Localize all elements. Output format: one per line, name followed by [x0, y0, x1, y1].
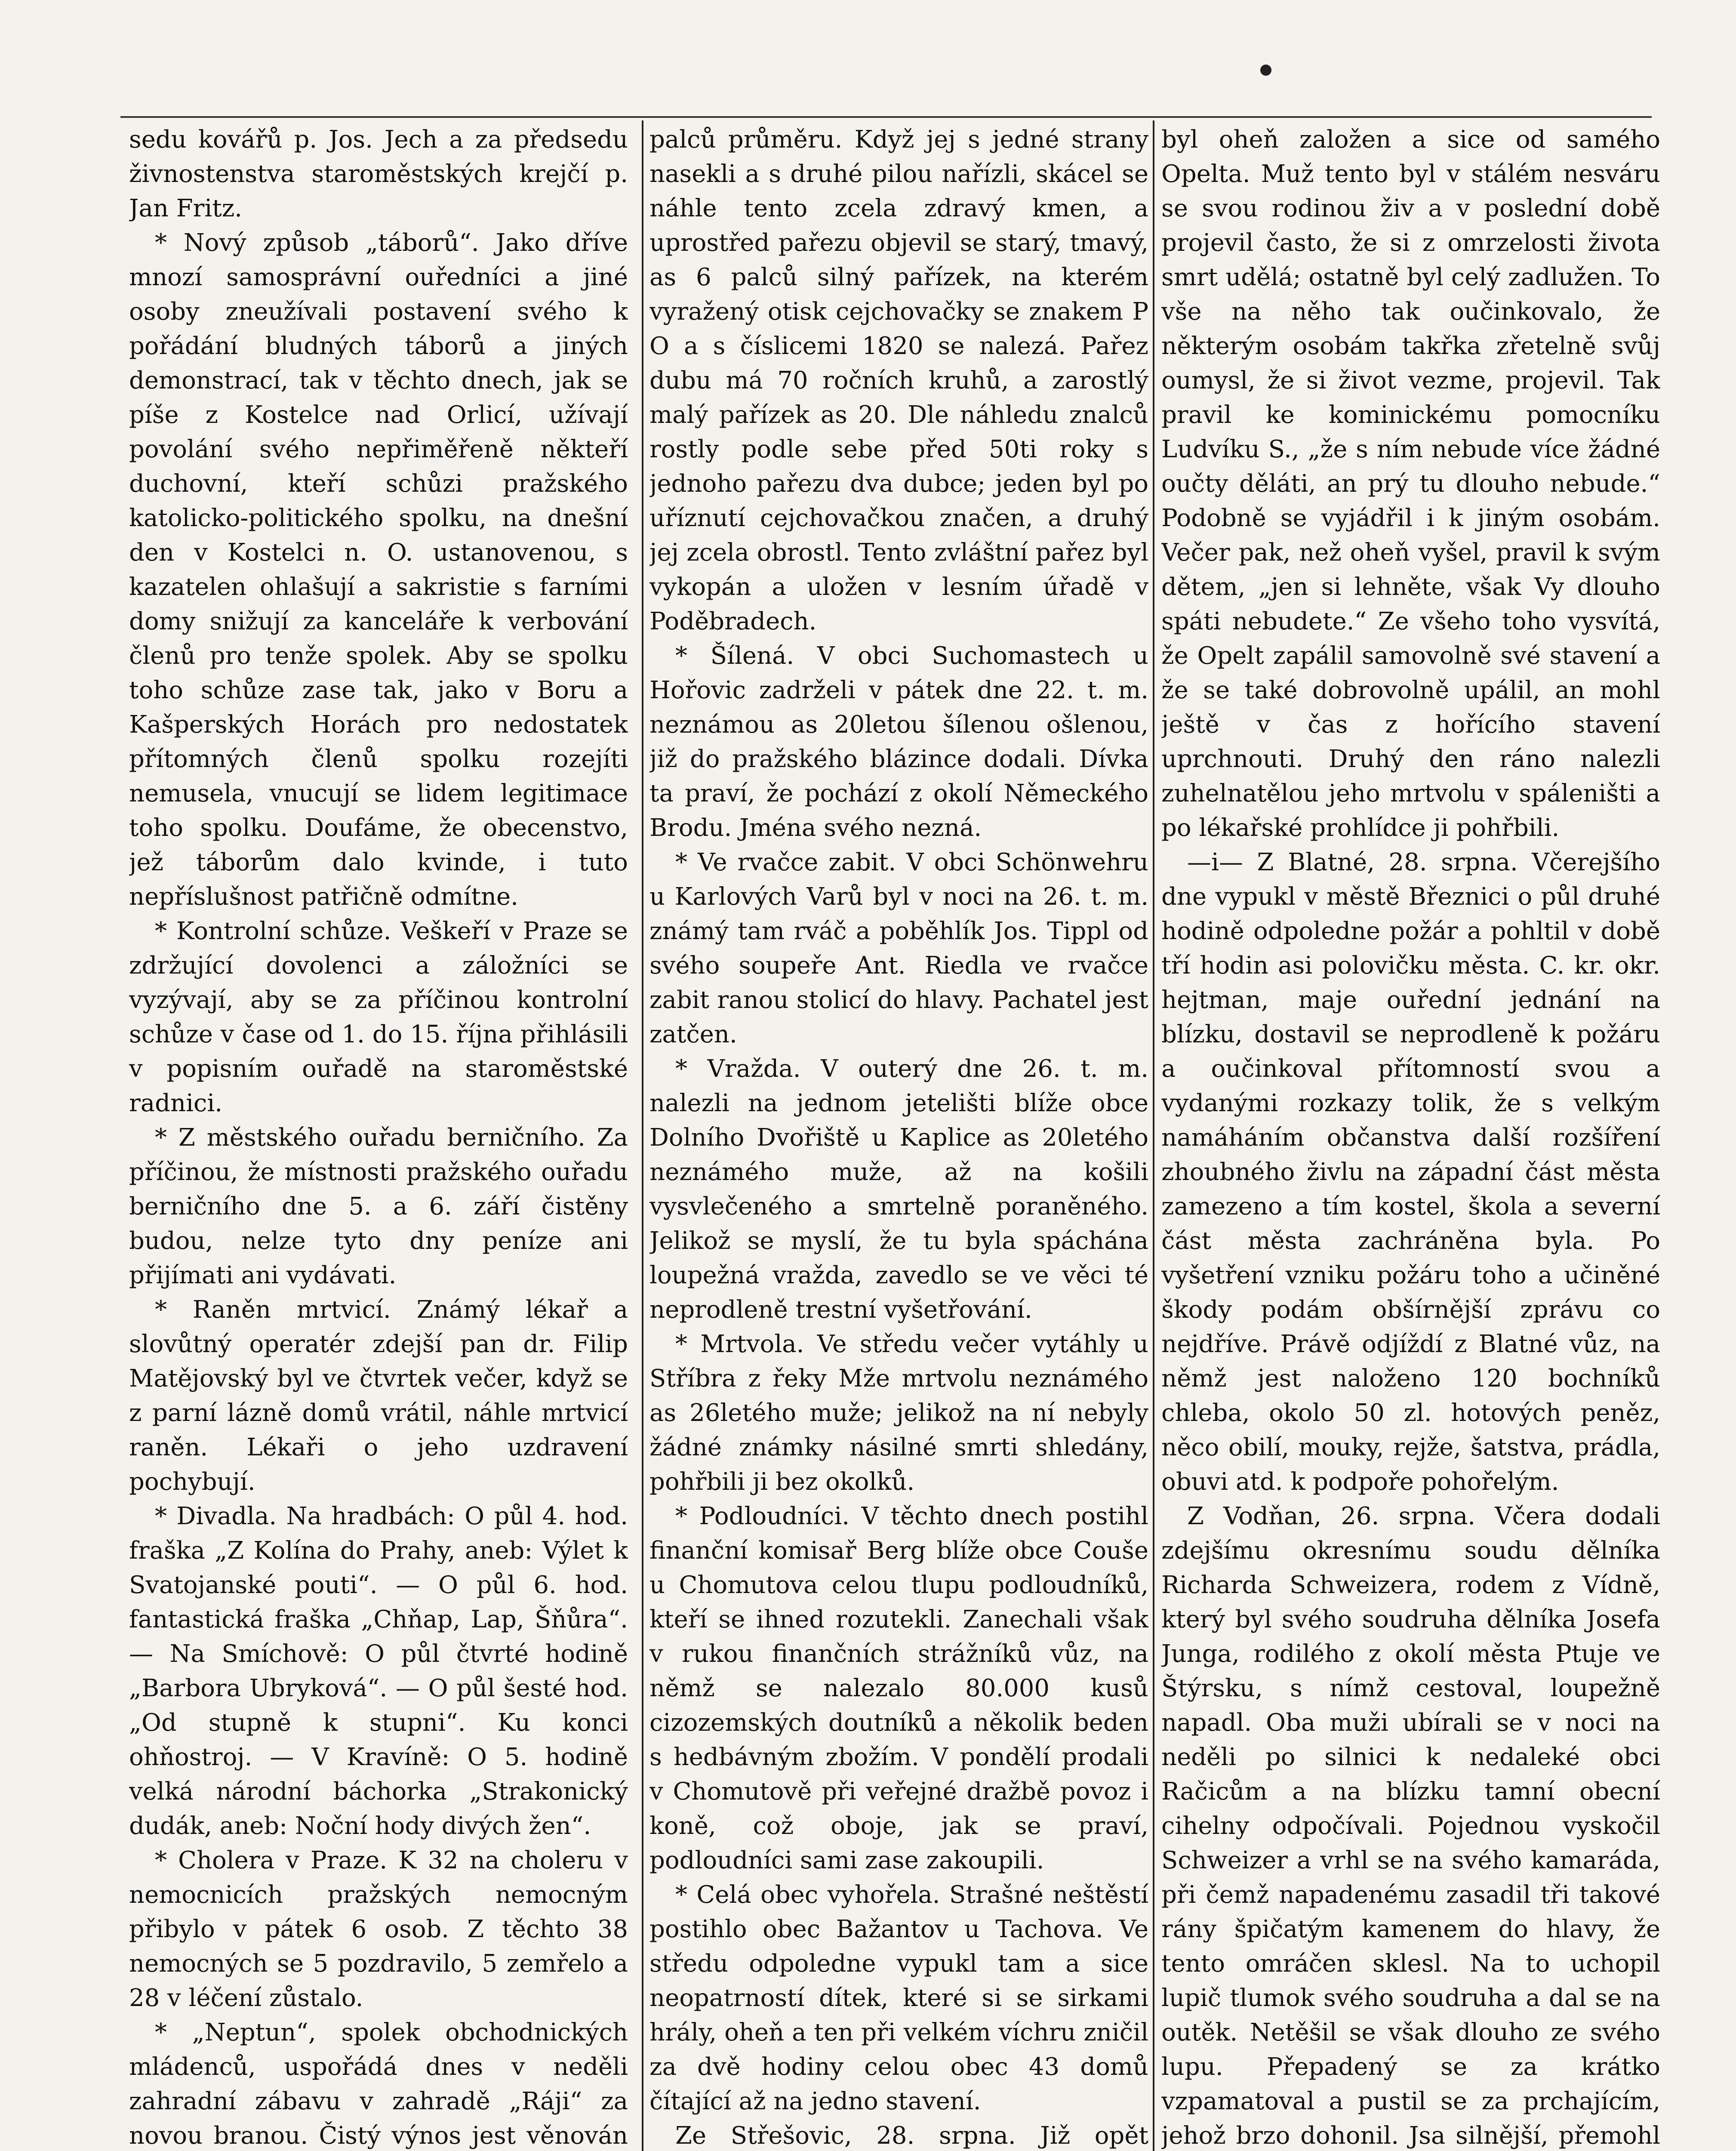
article: * Cholera v Praze. K 32 na choleru v nemocnicích pražských nemocným přibylo v pátek 6 osob. Z těchto 38 nemocných se 5 pozdravilo, 5 zemřelo a 28 v léčení zůstalo.	[129, 1846, 628, 2012]
article: * Podloudníci. V těchto dnech postihl finanční komisař Berg blíže obce Couše u Chomutova celou tlupu podloudníků, kteří se ihned rozutekli. Zanechali však v rukou finančních strážníků vůz, na němž se nalezalo 80.000 kusů cizozemských doutníků a několik beden s hedbávným zbožím. V pondělí prodali v Chomutově při veřejné dražbě povoz i koně, což oboje, jak se praví, podloudníci sami zase zakoupili.	[649, 1502, 1148, 1874]
column-rule-2	[1153, 120, 1154, 2151]
article: sedu kovářů p. Jos. Jech a za předsedu živnostenstva staroměstských krejčí p. Jan Fritz.	[129, 126, 628, 222]
article: palců průměru. Když jej s jedné strany nasekli a s druhé pilou nařízli, skácel se náhle tento zcela zdravý kmen, a uprostřed pařezu objevil se starý, tmavý, as 6 palců silný pařízek, na kterém vyražený otisk cejchovačky se znakem P O a s číslicemi 1820 se nalezá. Pařez dubu má 70 ročních kruhů, a zarostlý malý pařízek as 20. Dle náhledu znalců rostly podle sebe před 50ti roky s jednoho pařezu dva dubce; jeden byl po uříznutí cejchovačkou značen, a druhý jej zcela obrostl. Tento zvláštní pařez byl vykopán a uložen v lesním úřadě v Poděbradech.	[649, 126, 1148, 635]
column-2	[649, 123, 1148, 2151]
article: * Ve rvačce zabit. V obci Schönwehru u Karlových Varů byl v noci na 26. t. m. známý tam rváč a poběhlík Jos. Tippl od svého soupeře Ant. Riedla ve rvačce zabit ranou stolicí do hlavy. Pachatel jest zatčen.	[649, 848, 1148, 1048]
column-3	[1161, 123, 1660, 2151]
top-rule	[120, 116, 1652, 118]
article: * Vražda. V outerý dne 26. t. m. nalezli na jednom jetelišti blíže obce Dolního Dvořiště u Kaplice as 20letého neznámého muže, až na košili vysvlečeného a smrtelně poraněného. Jelikož se myslí, že tu byla spáchána loupežná vražda, zavedlo se ve věci té neprodleně trestní vyšetřování.	[649, 1055, 1148, 1324]
article: Ze Střešovic, 28. srpna. Již opět	[675, 2122, 1148, 2150]
article: * Celá obec vyhořela. Strašné neštěstí postihlo obec Bažantov u Tachova. Ve středu odpoledne vypukl tam a sice neopatrností dítek, které si se sirkami hrály, oheň a ten při velkém víchru zničil za dvě hodiny celou obec 43 domů čítající až na jedno stavení.	[649, 1881, 1148, 2115]
article: * Mrtvola. Ve středu večer vytáhly u Stříbra z řeky Mže mrtvolu neznámého as 26letého muže; jelikož na ní nebyly žádné známky násilné smrti shledány, pohřbili ji bez okolků.	[649, 1330, 1148, 1496]
article: * Nový způsob „táborů“. Jako dříve mnozí samosprávní ouředníci a jiné osoby zneužívali postavení svého k pořádání bludných táborů a jiných demonstrací, tak v těchto dnech, jak se píše z Kostelce nad Orlicí, užívají povolání svého nepřiměřeně někteří duchovní, kteří schůzi pražského katolicko-politického spolku, na dnešní den v Kostelci n. O. ustanovenou, s kazatelen ohlašují a sakristie s farními domy snižují za kanceláře k verbování členů pro tenže spolek. Aby se spolku toho schůze zase tak, jako v Boru a Kašperských Horách pro nedostatek přítomných členů spolku rozejíti nemusela, vnucují se lidem legitimace toho spolku. Doufáme, že obecenstvo, jež táborům dalo kvinde, i tuto nepříslušnost patřičně odmítne.	[129, 229, 628, 911]
column-1	[129, 123, 628, 2151]
article: * Z městského ouřadu berničního. Za příčinou, že místnosti pražského ouřadu berničního dne 5. a 6. září čistěny budou, nelze tyto dny peníze ani přijímati ani vydávati.	[129, 1124, 628, 1289]
column-rule-1	[642, 120, 643, 2151]
article: byl oheň založen a sice od samého Opelta. Muž tento byl v stálém nesváru se svou rodinou živ a v poslední době projevil často, že si z omrzelosti života smrt udělá; ostatně byl celý zadlužen. To vše na něho tak oučinkovalo, že některým osobám takřka zřetelně svůj oumysl, že si život vezme, projevil. Tak pravil ke kominickému pomocníku Ludvíku S., „že s ním nebude více žádné oučty děláti, an prý tu dlouho nebude.“ Podobně se vyjádřil i k jiným osobám. Večer pak, než oheň vyšel, pravil k svým dětem, „jen si lehněte, však Vy dlouho spáti nebudete.“ Ze všeho toho vysvítá, že Opelt zapálil samovolně své stavení a že se také dobrovolně upálil, an mohl ještě v čas z hořícího stavení uprchnouti. Druhý den ráno nalezli zuhelnatělou jeho mrtvolu v spáleništi a po lékařské prohlídce ji pohřbili.	[1161, 126, 1660, 842]
article: * Šílená. V obci Suchomastech u Hořovic zadrželi v pátek dne 22. t. m. neznámou as 20letou šílenou ošlenou, již do pražského blázince dodali. Dívka ta praví, že pochází z okolí Německého Brodu. Jména svého nezná.	[649, 642, 1148, 842]
article: * Raněn mrtvicí. Známý lékař a slovůtný operatér zdejší pan dr. Filip Matějovský byl ve čtvrtek večer, když se z parní lázně domů vrátil, náhle mrtvicí raněn. Lékaři o jeho uzdravení pochybují.	[129, 1296, 628, 1496]
article: * „Neptun“, spolek obchodnických mládenců, uspořádá dnes v neděli zahradní zábavu v zahradě „Ráji“ za novou branou. Čistý výnos jest věnován	[129, 2018, 628, 2150]
article: —i— Z Blatné, 28. srpna. Včerejšího dne vypukl v městě Březnici o půl druhé hodině odpoledne požár a pohltil v době tří hodin asi polovičku města. C. kr. okr. hejtman, maje ouřední jednání na blízku, dostavil se neprodleně k požáru a oučinkoval přítomností svou a vydanými rozkazy tolik, že s velkým namáháním občanstva další rozšíření zhoubného živlu na západní část města zamezeno a tím kostel, škola a severní část města zachráněna byla. Po vyšetření vzniku požáru toho a učiněné škody podám obšírnější zprávu co nejdříve. Právě odjíždí z Blatné vůz, na němž jest naloženo 120 bochníků chleba, okolo 50 zl. hotových peněz, něco obilí, mouky, rejže, šatstva, prádla, obuvi atd. k podpoře pohořelým.	[1161, 848, 1660, 1496]
article: * Divadla. Na hradbách: O půl 4. hod. fraška „Z Kolína do Prahy, aneb: Výlet k Svatojanské pouti“. — O půl 6. hod. fantastická fraška „Chňap, Lap, Šňůra“. — Na Smíchově: O půl čtvrté hodině „Barbora Ubryková“. — O půl šesté hod. „Od stupně k stupni“. Ku konci ohňostroj. — V Kravíně: O 5. hodině velká národní báchorka „Strakonický dudák, aneb: Noční hody divých žen“.	[129, 1502, 628, 1840]
article: * Kontrolní schůze. Veškeří v Praze se zdržující dovolenci a záložníci se vyzývají, aby se za příčinou kontrolní schůze v čase od 1. do 15. října přihlásili v popisním ouřadě na staroměstské radnici.	[129, 917, 628, 1117]
ornament-dot	[1260, 65, 1271, 76]
article: Z Vodňan, 26. srpna. Včera dodali zdejšímu okresnímu soudu dělníka Richarda Schweizera, rodem z Vídně, který byl svého soudruha dělníka Josefa Junga, rodilého z okolí města Ptuje ve Štýrsku, s nímž cestoval, loupežně napadl. Oba muži ubírali se v noci na neděli po silnici k nedaleké obci Račicům a na blízku tamní obecní cihelny odpočívali. Pojednou vyskočil Schweizer a vrhl se na svého kamaráda, při čemž napadenému zasadil tři takové rány špičatým kamenem do hlavy, že tento omráčen sklesl. Na to uchopil lupič tlumok svého soudruha a dal se na outěk. Netěšil se však dlouho ze svého lupu. Přepadený se za krátko vzpamatoval a pustil se za prchajícím, jehož brzo dohonil. Jsa silnější, přemohl	[1161, 1502, 1660, 2150]
